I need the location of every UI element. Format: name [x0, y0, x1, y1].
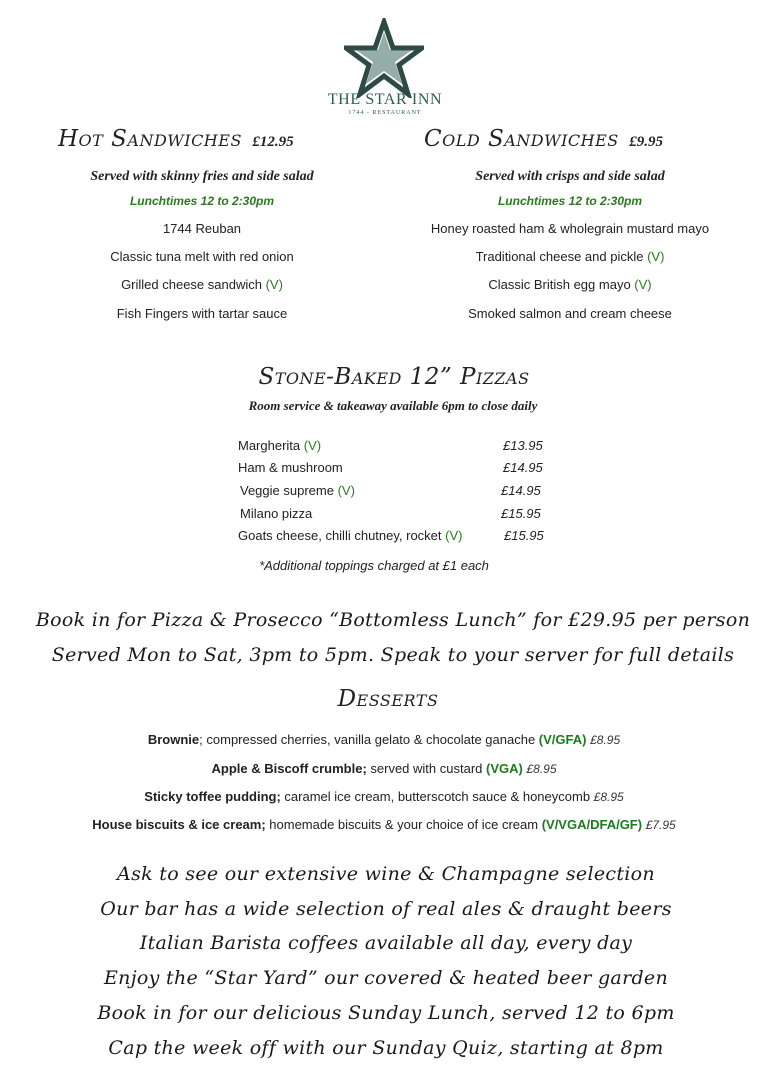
pizza-subtitle: Room service & takeaway available 6pm to close daily — [248, 398, 538, 413]
hot-item: Fish Fingers with tartar sauce — [116, 306, 288, 321]
pizza-item-name: Milano pizza — [240, 506, 313, 521]
cold-sandwiches-price: £9.95 — [629, 134, 663, 150]
hot-sandwiches-heading — [58, 126, 294, 152]
pizza-item-price: £14.95 — [501, 483, 541, 498]
brand-subtitle: 1744 - RESTAURANT — [348, 110, 422, 116]
star-logo-icon — [344, 18, 424, 98]
pizza-item-price: £14.95 — [503, 460, 543, 475]
promo-line-1: Book in for Pizza & Prosecco “Bottomless Lunch” for £29.95 per person — [35, 609, 751, 631]
cold-served-note: Served with crisps and side salad — [475, 169, 665, 184]
cold-item: Honey roasted ham & wholegrain mustard mayo — [430, 221, 710, 236]
pizza-item-name: Margherita (V) — [238, 438, 322, 453]
footer-line: Italian Barista coffees available all day, every day — [139, 932, 633, 954]
hot-item: Classic tuna melt with red onion — [110, 249, 294, 264]
hot-sandwiches-price: £12.95 — [252, 134, 294, 150]
hot-served-note: Served with skinny fries and side salad — [90, 169, 314, 184]
cold-item: Classic British egg mayo (V) — [488, 277, 652, 292]
brand-name: THE STAR INN — [327, 91, 443, 108]
footer-line: Enjoy the “Star Yard” our covered & heated beer garden — [104, 967, 668, 989]
footer-line: Book in for our delicious Sunday Lunch, served 12 to 6pm — [97, 1002, 675, 1024]
cold-sandwiches-heading — [424, 126, 663, 152]
hot-item: 1744 Reuban — [162, 221, 242, 236]
dessert-item: House biscuits & ice cream; homemade biscuits & your choice of ice cream (V/VGA/DFA/GF) £7.95 — [92, 817, 676, 832]
pizza-item-price: £15.95 — [504, 528, 544, 543]
hot-lunch-hours: Lunchtimes 12 to 2:30pm — [129, 194, 275, 208]
footer-line: Cap the week off with our Sunday Quiz, starting at 8pm — [108, 1037, 664, 1059]
cold-item: Smoked salmon and cream cheese — [468, 306, 672, 321]
pizza-toppings-note: *Additional toppings charged at £1 each — [259, 558, 489, 573]
pizza-item-name: Ham & mushroom — [238, 460, 343, 475]
cold-lunch-hours: Lunchtimes 12 to 2:30pm — [497, 194, 643, 208]
dessert-item: Brownie; compressed cherries, vanilla gelato & chocolate ganache (V/GFA) £8.95 — [147, 732, 621, 747]
hot-sandwiches-title: Hot Sandwiches — [58, 126, 242, 152]
dessert-item: Apple & Biscoff crumble; served with custard (VGA) £8.95 — [211, 761, 557, 776]
hot-item: Grilled cheese sandwich (V) — [121, 277, 283, 292]
promo-line-2: Served Mon to Sat, 3pm to 5pm. Speak to your server for full details — [51, 644, 735, 666]
pizza-item-name: Goats cheese, chilli chutney, rocket (V) — [238, 528, 463, 543]
cold-item: Traditional cheese and pickle (V) — [475, 249, 665, 264]
desserts-title: Desserts — [337, 686, 439, 712]
pizza-item-name: Veggie supreme (V) — [240, 483, 355, 498]
pizza-item-price: £15.95 — [501, 506, 541, 521]
dessert-item: Sticky toffee pudding; caramel ice cream, butterscotch sauce & honeycomb £8.95 — [144, 789, 624, 804]
pizza-title: Stone-Baked 12” Pizzas — [258, 364, 530, 390]
pizza-item-price: £13.95 — [503, 438, 543, 453]
footer-line: Ask to see our extensive wine & Champagne selection — [117, 863, 655, 885]
cold-sandwiches-title: Cold Sandwiches — [424, 126, 619, 152]
footer-line: Our bar has a wide selection of real ales & draught beers — [100, 898, 672, 920]
